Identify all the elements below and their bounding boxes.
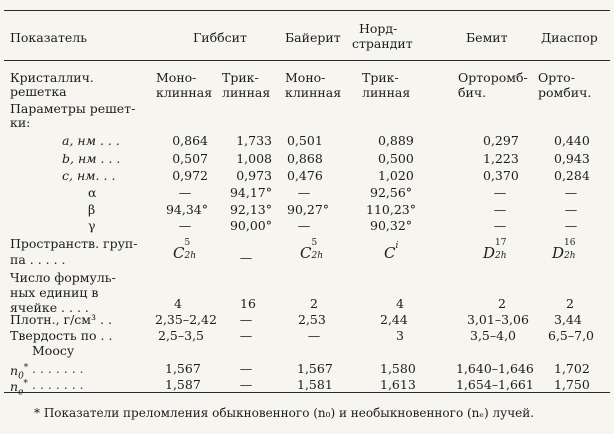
crystal-boe-1: Орторомб- xyxy=(458,70,528,85)
bottom-rule xyxy=(4,392,610,393)
sg-bay-sub: 2h xyxy=(311,251,324,261)
b-gib-a: 0,507 xyxy=(172,151,208,166)
row-formula-label-3: ячейке . . . . xyxy=(10,300,89,315)
hardness-dia: 6,5–7,0 xyxy=(548,328,595,343)
b-dia: 0,943 xyxy=(554,151,590,166)
sg-dia-sub: 2h xyxy=(564,251,576,261)
beta-bay: 90,27° xyxy=(287,202,330,217)
c-dia: 0,284 xyxy=(554,168,590,183)
fu-gib-b: 16 xyxy=(240,296,256,311)
c-nord: 1,020 xyxy=(378,168,414,183)
gamma-gib-b: 90,00° xyxy=(229,218,272,233)
row-n0-label: $n_0^*$ xyxy=(10,363,29,382)
n0-nord: 1,580 xyxy=(380,361,416,376)
row-hardness-label-1: Твердость по . . xyxy=(10,328,113,343)
alpha-gib-a: — xyxy=(178,185,192,200)
crystal-gib-a-2: клинная xyxy=(156,85,213,100)
n0-bay: 1,567 xyxy=(297,361,333,376)
row-c-label: c, нм. . . xyxy=(62,168,116,183)
hardness-gib-a: 2,5–3,5 xyxy=(158,328,205,343)
row-hardness-label-2: Моосу xyxy=(32,343,75,358)
sg-gib-b: — xyxy=(239,250,253,265)
header-nord-1: Норд- xyxy=(359,21,398,36)
b-nord: 0,500 xyxy=(378,151,414,166)
density-boe: 3,01–3,06 xyxy=(467,312,529,327)
fu-dia: 2 xyxy=(566,296,574,311)
beta-dia: — xyxy=(564,202,578,217)
row-params-label-1: Параметры решет- xyxy=(10,101,136,116)
sg-gib-a-sub: 2h xyxy=(184,251,197,261)
top-rule xyxy=(4,10,610,11)
row-formula-label-1: Число формуль- xyxy=(10,270,116,285)
n0-boe: 1,640–1,646 xyxy=(456,361,534,376)
crystal-gib-b-2: линная xyxy=(222,85,271,100)
crystal-dia-2: ромбич. xyxy=(538,85,592,100)
row-a-label: a, нм . . . xyxy=(62,133,120,148)
crystal-gib-b-1: Трик- xyxy=(222,70,259,85)
sg-dia-sup: 16 xyxy=(564,238,576,248)
a-bay: 0,501 xyxy=(287,133,323,148)
density-dia: 3,44 xyxy=(554,312,582,327)
beta-nord: 110,23° xyxy=(366,202,416,217)
ne-gib-a: 1,587 xyxy=(165,377,201,392)
density-bay: 2,53 xyxy=(298,312,326,327)
header-bayerite: Байерит xyxy=(285,30,341,45)
gamma-nord: 90,32° xyxy=(370,218,413,233)
sg-nord-sup: i xyxy=(395,241,399,251)
ne-dia: 1,750 xyxy=(554,377,590,392)
sg-dia: D 16 2h xyxy=(552,238,576,262)
density-gib-b: — xyxy=(239,312,253,327)
sg-boe-sup: 17 xyxy=(495,238,507,248)
sg-boe-sub: 2h xyxy=(495,251,507,261)
row-ne-label: $n_e^*$ xyxy=(10,379,28,398)
crystal-gib-a-1: Моно- xyxy=(156,70,197,85)
row-n0-dots: . . . . . . . xyxy=(32,361,84,376)
crystal-nord-2: линная xyxy=(362,85,411,100)
ne-gib-b: — xyxy=(239,377,253,392)
c-bay: 0,476 xyxy=(287,168,323,183)
footnote: * Показатели преломления обыкновенного (n₀) и необыкновенного (nₑ) лучей. xyxy=(34,406,535,420)
row-gamma-label: γ xyxy=(88,218,96,233)
c-boe: 0,370 xyxy=(483,168,519,183)
beta-gib-b: 92,13° xyxy=(229,202,272,217)
row-crystal-label-2: решетка xyxy=(10,84,67,99)
alpha-gib-b: 94,17° xyxy=(229,185,272,200)
gamma-bay: — xyxy=(297,218,311,233)
sg-bay: C 5 2h xyxy=(300,238,324,262)
sg-bay-sup: 5 xyxy=(311,238,318,248)
header-rule xyxy=(4,60,610,61)
n0-dia: 1,702 xyxy=(554,361,590,376)
c-gib-b: 0,973 xyxy=(236,168,272,183)
crystal-bay-2: клинная xyxy=(285,85,342,100)
a-nord: 0,889 xyxy=(378,133,414,148)
row-density-label: Плотн., г/см³ . . xyxy=(10,312,112,327)
header-boehmite: Бемит xyxy=(466,30,508,45)
beta-gib-a: 94,34° xyxy=(165,202,208,217)
fu-boe: 2 xyxy=(498,296,506,311)
b-bay: 0,868 xyxy=(287,151,323,166)
c-gib-a: 0,972 xyxy=(172,168,208,183)
row-space-group-label-1: Пространств. груп- xyxy=(10,236,138,251)
crystal-bay-1: Моно- xyxy=(285,70,326,85)
gamma-dia: — xyxy=(564,218,578,233)
b-boe: 1,223 xyxy=(483,151,519,166)
ne-nord: 1,613 xyxy=(380,377,416,392)
hardness-bay: — xyxy=(307,328,321,343)
alpha-dia: — xyxy=(564,185,578,200)
row-beta-label: β xyxy=(88,202,96,217)
header-gibbsite: Гиббсит xyxy=(193,30,247,45)
hardness-boe: 3,5–4,0 xyxy=(470,328,517,343)
ne-boe: 1,654–1,661 xyxy=(456,377,534,392)
crystal-dia-1: Орто- xyxy=(538,70,575,85)
fu-nord: 4 xyxy=(396,296,404,311)
header-diaspore: Диаспор xyxy=(541,30,598,45)
sg-gib-a-sup: 5 xyxy=(184,238,191,248)
row-formula-label-2: ных единиц в xyxy=(10,285,99,300)
a-boe: 0,297 xyxy=(483,133,519,148)
fu-bay: 2 xyxy=(310,296,318,311)
fu-gib-a: 4 xyxy=(174,296,182,311)
sg-nord: C i xyxy=(384,241,399,262)
row-space-group-label-2: па . . . . . xyxy=(10,252,66,267)
crystal-nord-1: Трик- xyxy=(362,70,399,85)
a-gib-a: 0,864 xyxy=(172,133,208,148)
density-gib-a: 2,35–2,42 xyxy=(155,312,217,327)
gamma-gib-a: — xyxy=(178,218,192,233)
beta-boe: — xyxy=(493,202,507,217)
row-ne-dots: . . . . . . . xyxy=(32,377,84,392)
ne-bay: 1,581 xyxy=(297,377,333,392)
density-nord: 2,44 xyxy=(380,312,408,327)
row-params-label-2: ки: xyxy=(10,115,31,130)
sg-gib-a: C 5 2h xyxy=(173,238,197,262)
a-dia: 0,440 xyxy=(554,133,590,148)
a-gib-b: 1,733 xyxy=(236,133,272,148)
alpha-boe: — xyxy=(493,185,507,200)
n0-gib-b: — xyxy=(239,361,253,376)
row-crystal-label-1: Кристаллич. xyxy=(10,70,94,85)
alpha-bay: — xyxy=(297,185,311,200)
alpha-nord: 92,56° xyxy=(370,185,413,200)
sg-boe: D 17 2h xyxy=(483,238,507,262)
n0-gib-a: 1,567 xyxy=(165,361,201,376)
crystal-boe-2: бич. xyxy=(458,85,487,100)
hardness-nord: 3 xyxy=(396,328,404,343)
b-gib-b: 1,008 xyxy=(236,151,272,166)
row-b-label: b, нм . . . xyxy=(62,151,121,166)
hardness-gib-b: — xyxy=(239,328,253,343)
row-alpha-label: α xyxy=(88,185,97,200)
header-label: Показатель xyxy=(10,30,88,45)
gamma-boe: — xyxy=(493,218,507,233)
header-nord-2: страндит xyxy=(352,36,413,51)
